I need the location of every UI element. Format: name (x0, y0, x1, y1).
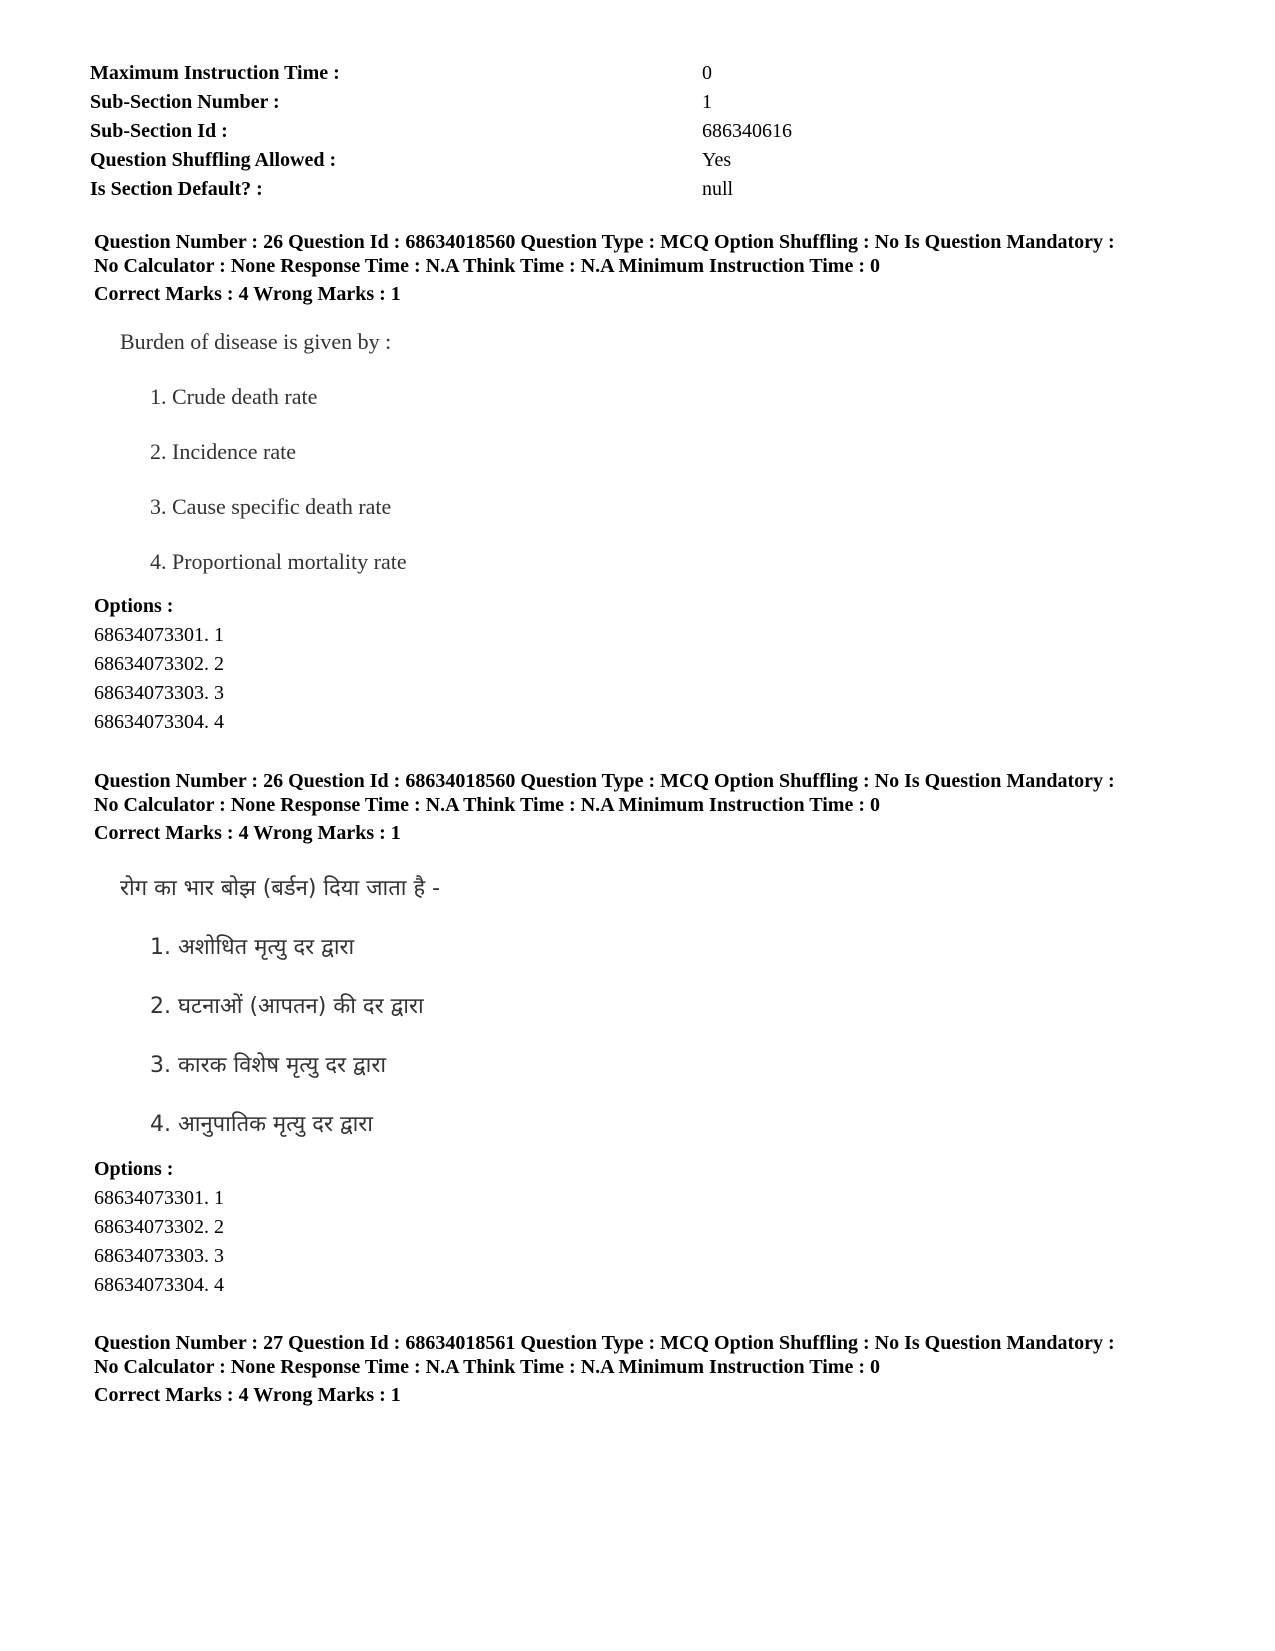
question-item: 2. घटनाओं (आपतन) की दर द्वारा (150, 994, 424, 1019)
question-item: 3. Cause specific death rate (150, 494, 392, 519)
meta-value: Yes (702, 149, 732, 171)
option-item: 68634073302. 2 (94, 653, 224, 675)
question-header-line1: Question Number : 27 Question Id : 68634018561 Question Type : MCQ Option Shuffling : No Is Question Mandatory : (94, 1332, 1115, 1354)
question-marks: Correct Marks : 4 Wrong Marks : 1 (94, 822, 401, 844)
question-item: 4. आनुपातिक मृत्यु दर द्वारा (150, 1112, 374, 1137)
meta-value: null (702, 178, 734, 200)
meta-value: 686340616 (702, 120, 792, 142)
question-stem: Burden of disease is given by : (120, 329, 392, 354)
question-header-line2: No Calculator : None Response Time : N.A Think Time : N.A Minimum Instruction Time : 0 (94, 1356, 880, 1378)
option-item: 68634073301. 1 (94, 1187, 224, 1209)
question-header-line1: Question Number : 26 Question Id : 68634018560 Question Type : MCQ Option Shuffling : No Is Question Mandatory : (94, 770, 1115, 792)
question-item: 4. Proportional mortality rate (150, 549, 407, 574)
question-header-line2: No Calculator : None Response Time : N.A Think Time : N.A Minimum Instruction Time : 0 (94, 255, 880, 277)
option-item: 68634073303. 3 (94, 682, 224, 704)
options-list (94, 592, 224, 737)
meta-label: Maximum Instruction Time : (90, 62, 340, 84)
meta-label: Sub-Section Number : (90, 91, 280, 113)
question-header (94, 1331, 1214, 1407)
meta-label: Sub-Section Id : (90, 120, 228, 142)
question-item: 1. Crude death rate (150, 384, 318, 409)
question-stem: रोग का भार बोझ (बर्डन) दिया जाता है - (120, 876, 441, 901)
question-item: 2. Incidence rate (150, 439, 296, 464)
meta-label: Is Section Default? : (90, 178, 263, 200)
meta-label: Question Shuffling Allowed : (90, 149, 337, 171)
meta-row-sub-section-id (90, 117, 990, 146)
question-body-hindi (120, 872, 440, 1167)
option-item: 68634073304. 4 (94, 711, 224, 733)
option-item: 68634073303. 3 (94, 1245, 224, 1267)
question-item: 1. अशोधित मृत्यु दर द्वारा (150, 935, 355, 960)
question-header (94, 769, 1214, 845)
meta-value: 0 (702, 62, 712, 84)
question-body (120, 329, 407, 604)
meta-row-section-default (90, 175, 990, 204)
options-title: Options : (94, 1158, 174, 1180)
question-item: 3. कारक विशेष मृत्यु दर द्वारा (150, 1053, 387, 1078)
question-marks: Correct Marks : 4 Wrong Marks : 1 (94, 1384, 401, 1406)
question-header (94, 230, 1214, 306)
question-header-line1: Question Number : 26 Question Id : 68634018560 Question Type : MCQ Option Shuffling : No Is Question Mandatory : (94, 231, 1115, 253)
options-list (94, 1155, 224, 1300)
meta-row-sub-section-number (90, 88, 990, 117)
option-item: 68634073301. 1 (94, 624, 224, 646)
options-title: Options : (94, 595, 174, 617)
option-item: 68634073304. 4 (94, 1274, 224, 1296)
meta-row-question-shuffling (90, 146, 990, 175)
section-metadata (90, 59, 990, 204)
meta-value: 1 (702, 91, 712, 113)
question-header-line2: No Calculator : None Response Time : N.A Think Time : N.A Minimum Instruction Time : 0 (94, 794, 880, 816)
meta-row-max-instruction-time (90, 59, 990, 88)
question-marks: Correct Marks : 4 Wrong Marks : 1 (94, 283, 401, 305)
option-item: 68634073302. 2 (94, 1216, 224, 1238)
